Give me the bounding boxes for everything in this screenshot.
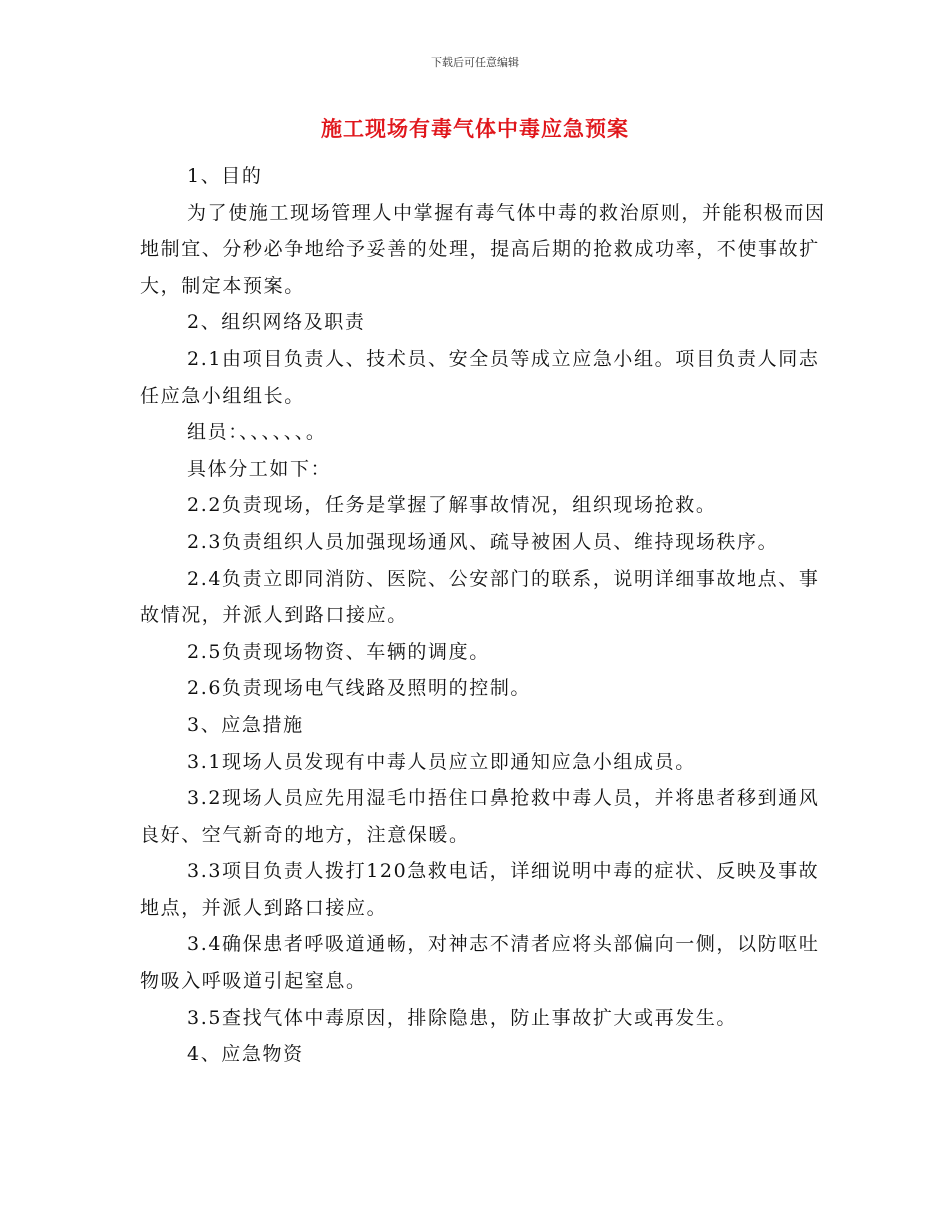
section-heading-measures: 3、应急措施 [187,713,304,736]
paragraph-2-2: 2.2负责现场，任务是掌握了解事故情况，组织现场抢救。 [187,494,717,517]
paragraph-2-5: 2.5负责现场物资、车辆的调度。 [187,640,490,663]
paragraph-3-1: 3.1现场人员发现有中毒人员应立即通知应急小组成员。 [187,750,696,773]
paragraph-3-4: 3.4确保患者呼吸道通畅，对神志不清者应将头部偏向一侧，以防呕吐物吸入呼吸道引起窒息。 [140,933,820,993]
paragraph-2-4: 2.4负责立即同消防、医院、公安部门的联系，说明详细事故地点、事故情况，并派人到路口接应。 [140,567,820,627]
paragraph-purpose: 为了使施工现场管理人中掌握有毒气体中毒的救治原则，并能积极而因地制宜、分秒必争地给予妥善的处理，提高后期的抢救成功率，不使事故扩大，制定本预案。 [140,201,826,297]
paragraph-2-3: 2.3负责组织人员加强现场通风、疏导被困人员、维持现场秩序。 [187,530,779,553]
paragraph-3-3: 3.3项目负责人拨打120急救电话，详细说明中毒的症状、反映及事故地点，并派人到路口接应。 [140,860,820,919]
paragraph-2-6: 2.6负责现场电气线路及照明的控制。 [187,677,532,700]
header-note: 下载后可任意编辑 [431,56,519,69]
section-heading-organization: 2、组织网络及职责 [187,311,366,334]
paragraph-3-2: 3.2现场人员应先用湿毛巾捂住口鼻抢救中毒人员，并将患者移到通风良好、空气新奇的地方，注意保暖。 [140,787,820,846]
section-heading-purpose: 1、目的 [187,165,263,187]
paragraph-division: 具体分工如下： [187,457,332,480]
paragraph-3-5: 3.5查找气体中毒原因，排除隐患，防止事故扩大或再发生。 [187,1006,738,1029]
document-title: 施工现场有毒气体中毒应急预案 [321,117,629,141]
paragraph-2-1: 2.1由项目负责人、技术员、安全员等成立应急小组。项目负责人同志任应急小组组长。 [140,347,820,407]
section-heading-supplies: 4、应急物资 [187,1043,304,1066]
document-body [140,158,830,1073]
paragraph-members: 组员：、、、、、、。 [187,421,327,444]
